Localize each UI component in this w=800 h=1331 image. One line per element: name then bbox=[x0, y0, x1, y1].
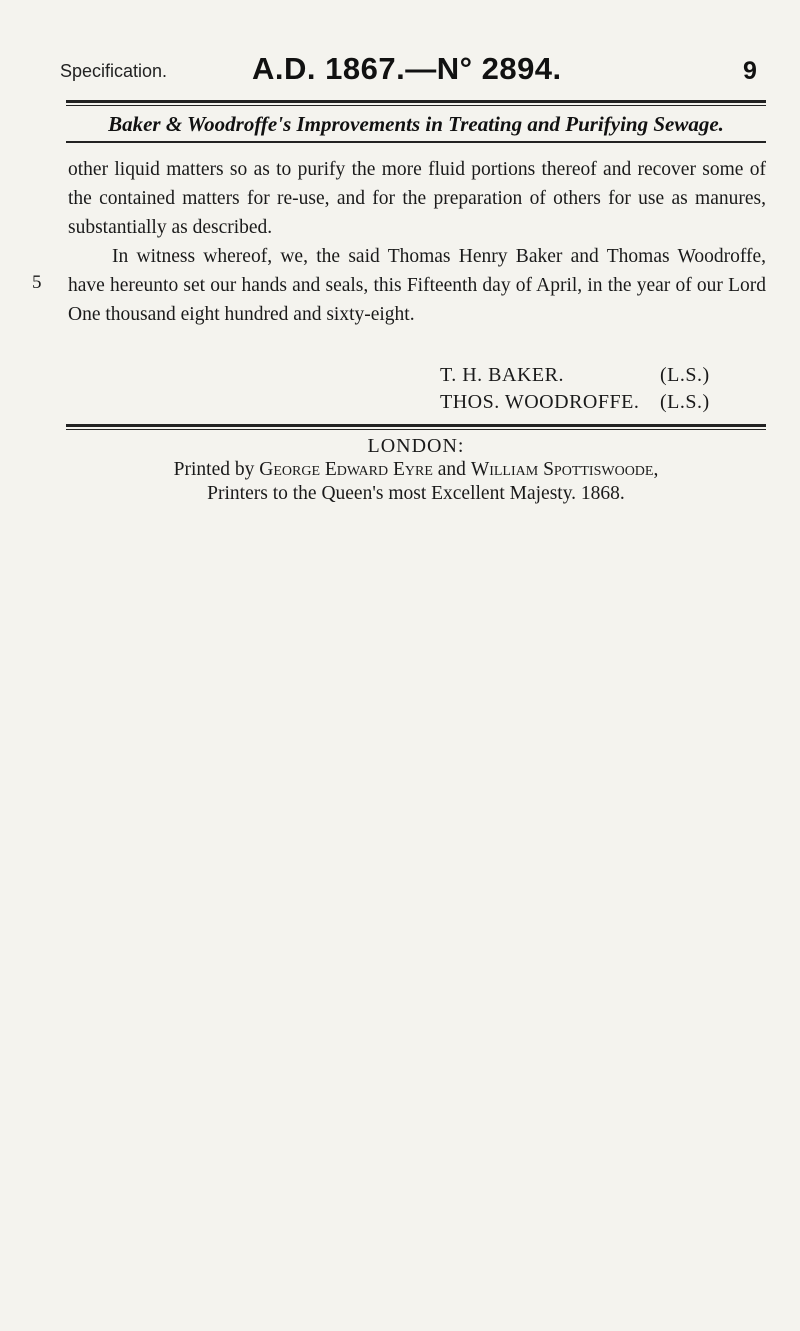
footer-rule-thin bbox=[66, 429, 766, 430]
printer-name-1: George Edward Eyre bbox=[259, 459, 433, 480]
subtitle-rule bbox=[66, 141, 766, 143]
body-paragraph-1: other liquid matters so as to purify the more fluid portions thereof and recover some of the contained matters for re-use, and for the preparation of others for use as manures, substantially as described. bbox=[68, 159, 766, 238]
printed-by-prefix: Printed by bbox=[173, 459, 255, 480]
header-title: A.D. 1867.—N° 2894. bbox=[252, 51, 562, 86]
signature-seal-1: (L.S.) bbox=[660, 364, 710, 386]
signature-seal-2: (L.S.) bbox=[660, 391, 710, 413]
header-label: Specification. bbox=[60, 61, 168, 81]
body-paragraph-2: In witness whereof, we, the said Thomas Henry Baker and Thomas Woodroffe, have hereunto set our hands and seals, this Fifteenth day of April, in the year of our Lord One thousand eight hundred and sixty-eight. bbox=[68, 246, 766, 325]
footer-printers-line: Printers to the Queen's most Excellent Majesty. 1868. bbox=[207, 483, 625, 504]
header-rule-thin bbox=[66, 105, 766, 106]
signature-name-1: T. H. BAKER. bbox=[440, 364, 564, 386]
page-number: 9 bbox=[743, 57, 757, 85]
footer-printer-line bbox=[66, 459, 766, 481]
footer-rule-thick bbox=[66, 424, 766, 427]
margin-line-number: 5 bbox=[32, 272, 42, 293]
signature-name-2: THOS. WOODROFFE. bbox=[440, 391, 640, 413]
printer-name-2: William Spottiswoode, bbox=[470, 459, 659, 480]
footer-place: LONDON: bbox=[367, 435, 465, 457]
document-subtitle: Baker & Woodroffe's Improvements in Treating and Purifying Sewage. bbox=[108, 112, 724, 136]
header-rule-top bbox=[66, 100, 766, 103]
printed-and: and bbox=[437, 459, 466, 480]
